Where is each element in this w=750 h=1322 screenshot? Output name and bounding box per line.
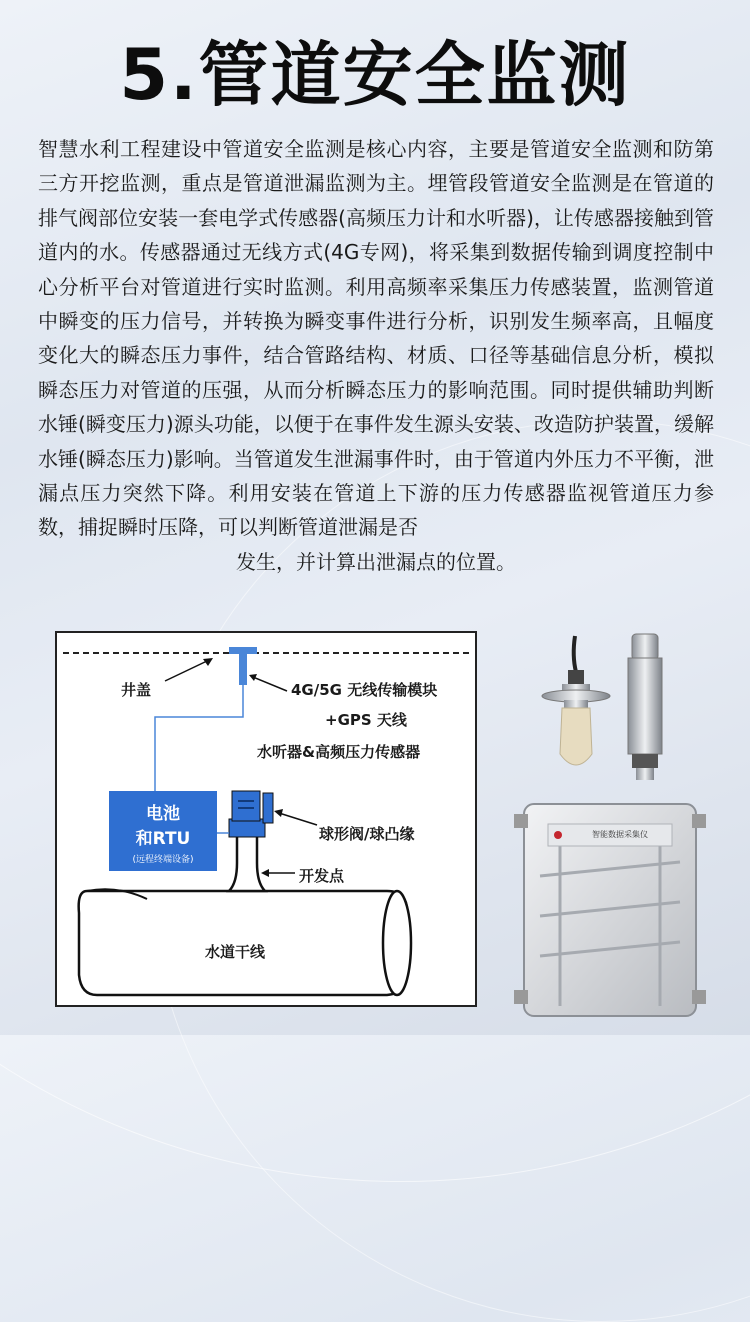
- body-last-line: 发生，并计算出泄漏点的位置。: [236, 549, 516, 574]
- rtu-line3: (远程终端设备): [132, 855, 194, 865]
- body-text: 智慧水利工程建设中管道安全监测是核心内容，主要是管道安全监测和防第三方开挖监测，重点是管道泄漏监测为主。埋管段管道安全监测是在管道的排气阀部位安装一套电学式传感器(高频压力计和水听器)，让传感器接触到管道内的水。传感器通过无线方式(4G专网)，将采集到数据传输到调度控制中心分析平台对管道进行实时监测。利用高频率采集压力传感装置，监测管道中瞬变的压力信号，并转换为瞬变事件进行分析，识别发生频率高，且幅度变化大的瞬态压力事件，结合管路结构、材质、口径等基础信息分析，模拟瞬态压力对管道的压强，从而分析瞬态压力的影响范围。同时提供辅助判断水锤(瞬变压力)源头功能，以便于在事件发生源头安装、改造防护装置，缓解水锤(瞬态压力)影响。当管道发生泄漏事件时，由于管道内外压力不平衡，泄漏点压力突然下降。利用安装在管道上下游的压力传感器监视管道压力参数，捕捉瞬时压降，可以判断管道泄漏是否: [38, 137, 714, 540]
- valve-label: 球形阀/球凸缘: [319, 825, 415, 843]
- pipeline-diagram: [55, 631, 477, 1007]
- product-drawing: [500, 626, 730, 1026]
- body-paragraph: [38, 132, 714, 579]
- antenna-stem: [239, 653, 247, 685]
- sensor-side: [263, 793, 273, 823]
- page-title: 5.管道安全监测: [119, 34, 631, 116]
- cable-antenna: [155, 685, 243, 791]
- product-photos: [500, 626, 730, 1026]
- sensor-body: [232, 791, 260, 821]
- sensor-label: 水听器&高频压力传感器: [257, 743, 421, 761]
- manhole-label: 井盖: [121, 681, 152, 699]
- rtu-line2: 和RTU: [135, 829, 191, 849]
- rtu-line1: 电池: [146, 804, 180, 824]
- gps-antenna-label: +GPS 天线: [325, 711, 407, 729]
- device-name-label: 智能数据采集仪: [592, 830, 648, 839]
- wireless-module-label: 4G/5G 无线传输模块: [291, 681, 438, 699]
- hydrophone-icon: [542, 636, 610, 765]
- rtu-box: [109, 791, 217, 871]
- pipe-end: [383, 891, 411, 995]
- pressure-sensor-icon: [628, 634, 662, 780]
- open-point-label: 开发点: [299, 867, 345, 885]
- valve-body: [229, 819, 265, 837]
- main-pipe-label: 水道干线: [205, 943, 266, 961]
- antenna-top: [229, 647, 257, 654]
- tap-riser: [229, 835, 265, 891]
